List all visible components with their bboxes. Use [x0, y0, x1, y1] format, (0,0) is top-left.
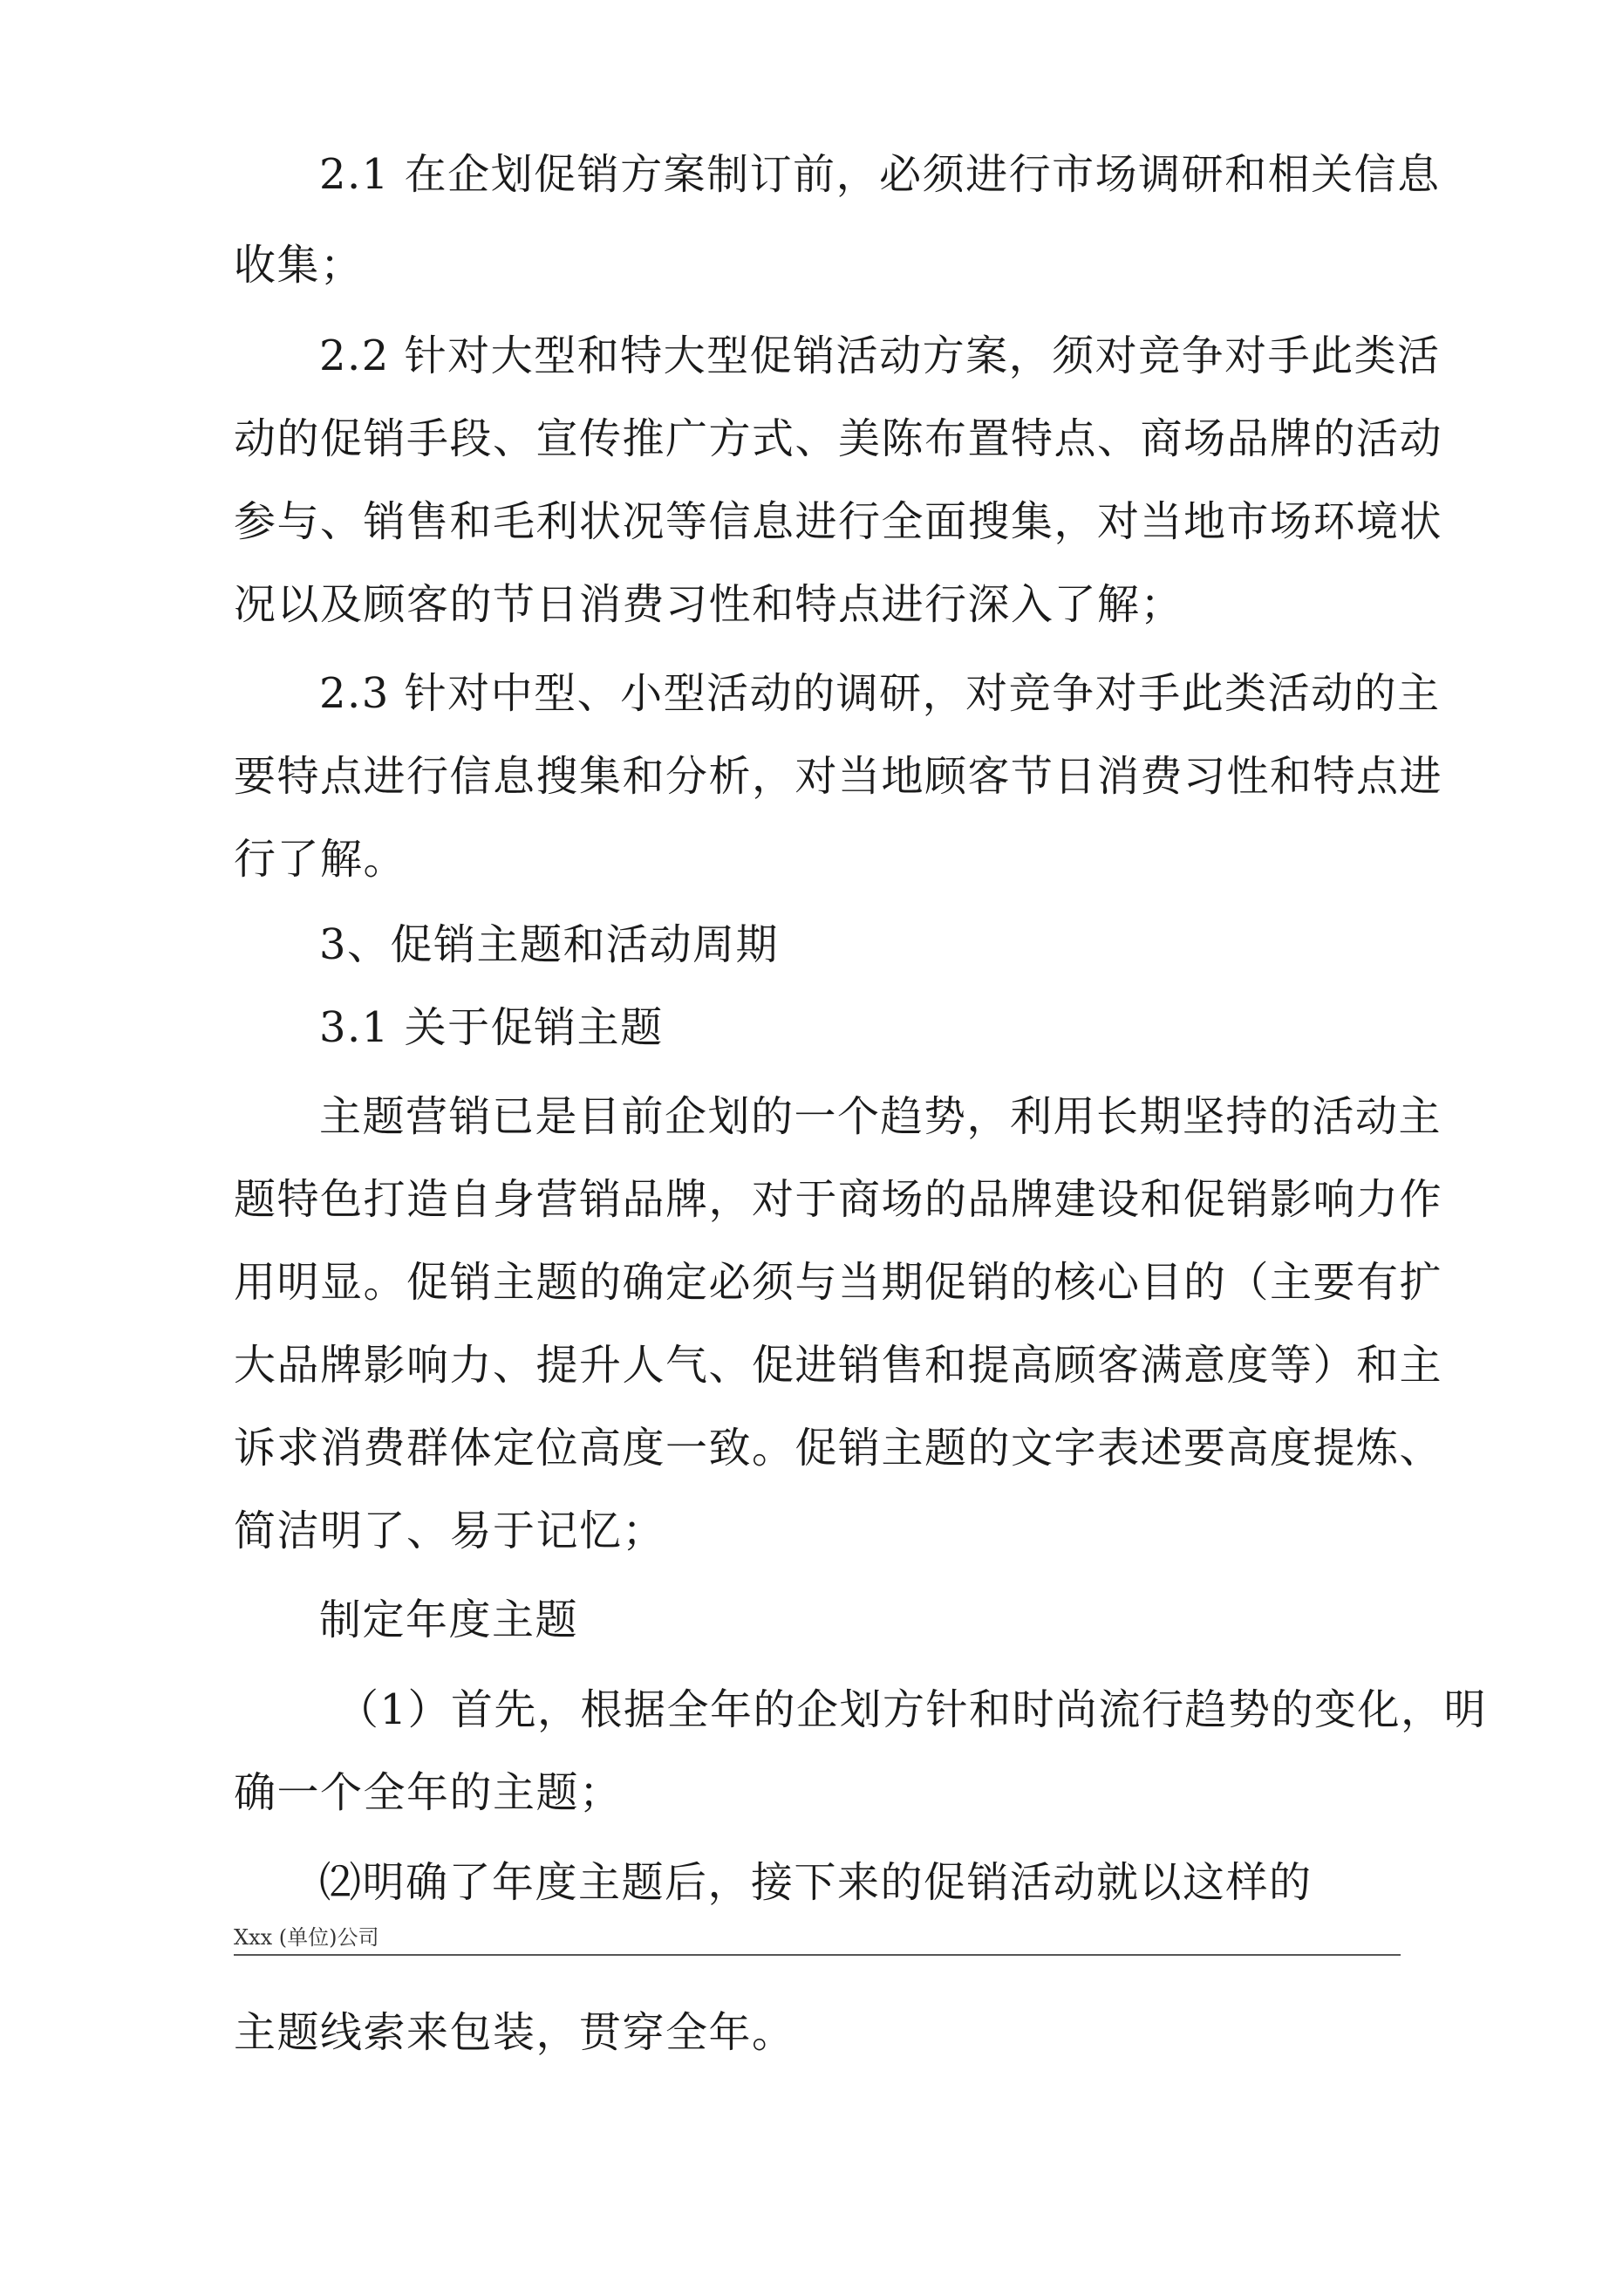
- paragraph-line: 制定年度主题: [319, 1596, 579, 1644]
- paragraph-line: 况以及顾客的节日消费习性和特点进行深入了解；: [234, 580, 1184, 629]
- paragraph-line: 2.1 在企划促销方案制订前，必须进行市场调研和相关信息: [319, 150, 1441, 199]
- section-heading: 3、促销主题和活动周期: [319, 920, 780, 969]
- footer-divider: [234, 1954, 1401, 1956]
- paragraph-line: 参与、销售和毛利状况等信息进行全面搜集，对当地市场环境状: [234, 497, 1443, 546]
- paragraph-line: 动的促销手段、宣传推广方式、美陈布置特点、商场品牌的活动: [234, 414, 1443, 463]
- page-footer: Xxx (单位)公司: [234, 1925, 379, 1950]
- paragraph-line: 要特点进行信息搜集和分析，对当地顾客节日消费习性和特点进: [234, 752, 1443, 801]
- paragraph-line: 用明显。促销主题的确定必须与当期促销的核心目的（主要有扩: [234, 1258, 1443, 1307]
- paragraph-line: 题特色打造自身营销品牌，对于商场的品牌建设和促销影响力作: [234, 1175, 1443, 1224]
- paragraph-line: 诉求消费群体定位高度一致。促销主题的文字表述要高度提炼、: [234, 1424, 1443, 1473]
- paragraph-line: （1）首先，根据全年的企划方针和时尚流行趋势的变化，明: [337, 1685, 1488, 1734]
- paragraph-line: 确一个全年的主题；: [234, 1768, 623, 1817]
- subsection-heading: 3.1 关于促销主题: [319, 1003, 664, 1052]
- paragraph-line: 收集；: [234, 241, 364, 290]
- paragraph-line: 2.2 针对大型和特大型促销活动方案，须对竞争对手此类活: [319, 331, 1441, 380]
- paragraph-line: 行了解。: [234, 835, 407, 884]
- paragraph-line: 主题线索来包装，贯穿全年。: [234, 2008, 795, 2057]
- paragraph-line: 2.3 针对中型、小型活动的调研，对竞争对手此类活动的主: [319, 669, 1441, 718]
- paragraph-line: ⑵明确了年度主题后，接下来的促销活动就以这样的: [319, 1858, 1313, 1907]
- paragraph-line: 大品牌影响力、提升人气、促进销售和提高顾客满意度等）和主: [234, 1341, 1443, 1390]
- paragraph-line: 主题营销已是目前企划的一个趋势，利用长期坚持的活动主: [319, 1092, 1442, 1141]
- paragraph-line: 简洁明了、易于记忆；: [234, 1507, 666, 1555]
